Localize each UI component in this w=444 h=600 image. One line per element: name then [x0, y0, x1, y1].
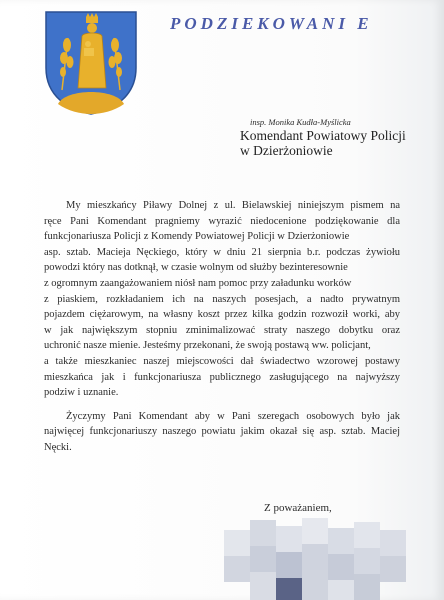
- addressee-line-2: w Dzierżoniowie: [240, 143, 333, 158]
- addressee-block: [240, 128, 406, 158]
- text-line: asp. sztab. Macieja Nęckiego, który w dniu 21 sierpnia b.r. podczas żywiołu: [44, 246, 400, 258]
- text-line: z ogromnym zaangażowaniem niósł nam pomoc przy załadunku worków: [44, 277, 352, 289]
- text-line: ręce Pani Komendant pragniemy wyrazić niedocenione podziękowanie dla: [44, 215, 400, 227]
- text-line: najwięcej funkcjonariuszy naszego powiatu jakim okazał się asp. sztab. Maciej: [44, 426, 400, 438]
- paragraph-1: [44, 198, 400, 401]
- text-line: uchronić nasze mienie. Jesteśmy przekonani, że swoją postawą ww. policjant,: [44, 340, 371, 352]
- redacted-signatures: [224, 516, 424, 600]
- text-line: pojazdem ciężarowym, na własny koszt przez kilka godzin rozwoził worki, aby: [44, 309, 400, 321]
- addressee-line-1: Komendant Powiatowy Policji: [240, 128, 406, 143]
- text-line: z piaskiem, rozkładaniem ich na naszych posesjach, a nadto prywatnym: [44, 293, 400, 305]
- text-line: podziw i uznanie.: [44, 387, 119, 399]
- text-line: My mieszkańcy Piławy Dolnej z ul. Bielawskiej niniejszym pismem na: [66, 200, 400, 211]
- coat-of-arms-icon: [44, 10, 138, 116]
- text-line: funkcjonariusza Policji z Komendy Powiatowej Policji w Dzierżoniowie: [44, 231, 350, 243]
- addressee-name: insp. Monika Kudła-Myślicka: [250, 117, 351, 127]
- text-line: w jak największym stopniu zminimalizować straty naszego dobytku oraz: [44, 324, 400, 336]
- text-line: Życzymy Pani Komendant aby w Pani szeregach osobowych było jak: [66, 410, 400, 422]
- letter-body: [44, 198, 400, 456]
- text-line: powodzi który nas dotknął, w czasie wolnym od służby bezinteresownie: [44, 262, 348, 274]
- text-line: a także mieszkaniec naszej miejscowości dał świadectwo wzorowej postawy: [44, 355, 400, 367]
- paragraph-2: [44, 409, 400, 456]
- text-line: Nęcki.: [44, 441, 72, 453]
- text-line: mieszkańca jak i funkcjonariusza publicznego zasługującego na najwyższy: [44, 371, 400, 383]
- letter-title: PODZIEKOWANI E: [170, 14, 373, 33]
- closing-salutation: Z poważaniem,: [264, 502, 332, 514]
